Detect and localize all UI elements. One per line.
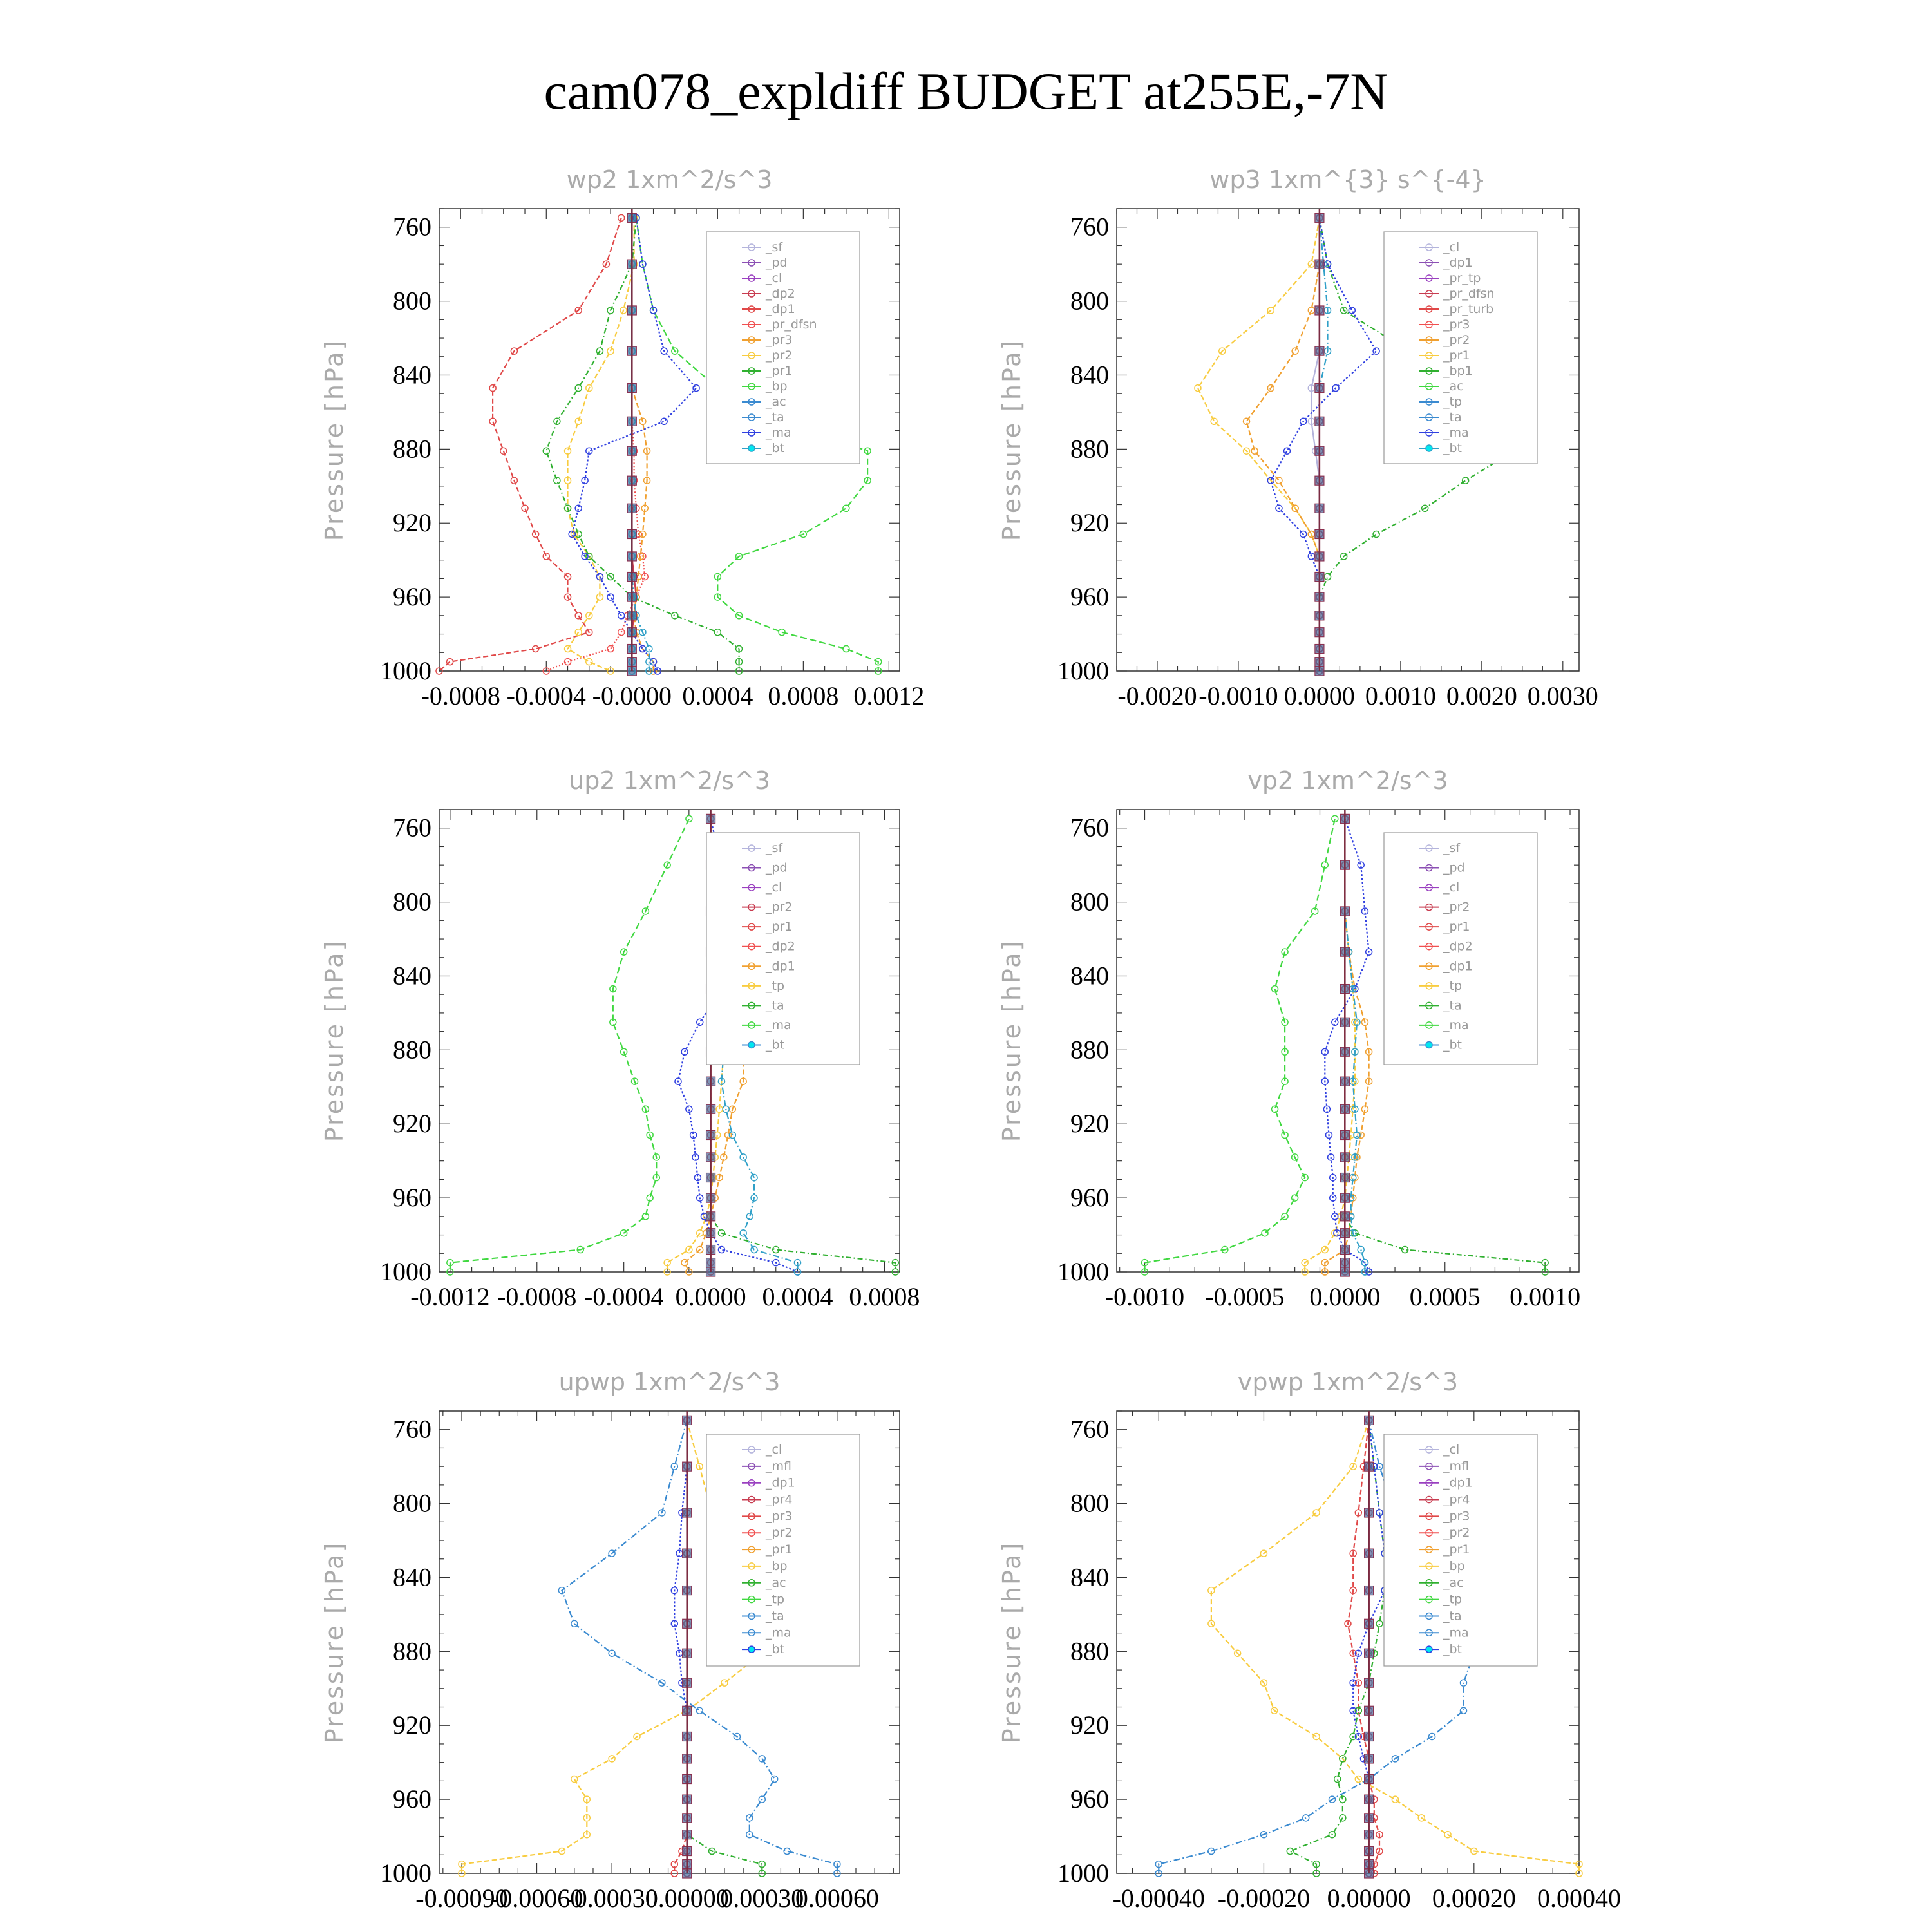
y-tick-label: 920	[1070, 1109, 1109, 1139]
legend-entry: _pr1	[766, 364, 793, 378]
data-point	[522, 505, 528, 511]
legend-entry: _pr2	[766, 1526, 793, 1540]
panel-title: wp2 1xm^2/s^3	[566, 166, 773, 194]
data-point	[696, 1707, 703, 1714]
legend-entry: _ma	[766, 1625, 791, 1640]
legend-entry: _ma	[1443, 1018, 1469, 1032]
legend-marker	[1426, 445, 1432, 451]
legend-entry: _ta	[766, 1609, 784, 1624]
y-tick-label: 840	[393, 360, 431, 390]
panel-title: vpwp 1xm^2/s^3	[1237, 1368, 1459, 1396]
y-tick-label: 920	[393, 1710, 431, 1740]
legend-entry: _mfl	[766, 1459, 791, 1473]
y-axis-label: Pressure [hPa]	[998, 939, 1026, 1142]
x-tick-label: 0.0004	[762, 1282, 833, 1311]
x-tick-label: 0.0030	[1527, 681, 1598, 710]
legend-marker	[748, 1646, 755, 1653]
legend-entry: _bp1	[1443, 364, 1473, 378]
data-point	[1292, 1195, 1298, 1201]
data-point	[1287, 1848, 1293, 1855]
y-tick-label: 960	[393, 1785, 431, 1814]
legend-entry: _tp	[1443, 395, 1463, 409]
legend-entry: _pr3	[766, 1509, 793, 1524]
x-tick-label: -0.00020	[1217, 1884, 1311, 1913]
data-point	[1262, 1230, 1268, 1236]
series-line-pr3	[1247, 218, 1320, 671]
legend-entry: _ta	[1443, 1609, 1462, 1624]
data-point	[1276, 477, 1282, 484]
data-point	[693, 385, 699, 392]
data-point	[697, 1230, 703, 1236]
data-point	[607, 594, 614, 600]
panel-title: wp3 1xm^{3} s^{-4}	[1209, 166, 1486, 194]
data-point	[1325, 574, 1331, 580]
legend-entry: _pr2	[766, 900, 793, 914]
data-point	[721, 1680, 728, 1686]
x-tick-label: -0.0012	[410, 1282, 490, 1311]
y-tick-label: 840	[1070, 1562, 1109, 1592]
y-tick-label: 760	[393, 1414, 431, 1444]
data-point	[1373, 348, 1379, 354]
x-tick-label: 0.0000	[1309, 1282, 1381, 1311]
x-tick-label: -0.00090	[415, 1884, 508, 1913]
y-tick-label: 840	[393, 1562, 431, 1592]
panel-title: upwp 1xm^2/s^3	[558, 1368, 781, 1396]
data-point	[772, 1776, 778, 1783]
x-tick-label: 0.0008	[849, 1282, 920, 1311]
series-line-ta	[1271, 218, 1376, 671]
y-axis-label: Pressure [hPa]	[998, 338, 1026, 542]
legend-entry: _pr3	[766, 333, 793, 347]
x-tick-label: 0.00060	[795, 1884, 879, 1913]
legend-entry: _pr1	[1443, 348, 1470, 363]
legend-entry: _bt	[1443, 441, 1463, 455]
data-point	[740, 1230, 746, 1236]
data-point	[843, 505, 849, 511]
legend-entry: _tp	[1443, 1592, 1463, 1607]
legend	[706, 833, 860, 1065]
data-point	[1461, 1707, 1467, 1714]
x-tick-label: -0.0020	[1117, 681, 1197, 710]
y-axis-label: Pressure [hPa]	[320, 939, 348, 1142]
legend-entry: _dp1	[1443, 256, 1473, 270]
series-line-dp1	[450, 819, 689, 1272]
legend-entry: _tp	[766, 1592, 785, 1607]
legend-marker	[1426, 1646, 1432, 1653]
legend-entry: _ac	[766, 1575, 786, 1590]
legend-entry: _ac	[766, 395, 786, 409]
legend-entry: _bp	[766, 379, 788, 393]
y-tick-label: 1000	[380, 656, 431, 685]
series-line-pr2	[1198, 218, 1320, 671]
legend-entry: _pr4	[766, 1492, 793, 1507]
x-tick-label: -0.0004	[584, 1282, 664, 1311]
legend-entry: _pd	[766, 256, 788, 270]
legend-entry: _ac	[1443, 379, 1464, 393]
legend-entry: _ma	[766, 1018, 791, 1032]
legend-entry: _pr1	[766, 920, 793, 934]
data-point	[681, 1260, 688, 1266]
legend-entry: _pr1	[1443, 920, 1470, 934]
y-tick-label: 960	[1070, 1183, 1109, 1213]
y-tick-label: 880	[1070, 434, 1109, 464]
chart-panel-5	[320, 1368, 900, 1913]
y-tick-label: 960	[393, 1183, 431, 1213]
series-line-ta	[674, 1420, 687, 1873]
data-point	[1211, 418, 1217, 424]
legend-entry: _pr2	[1443, 333, 1470, 347]
x-tick-label: -0.00030	[565, 1884, 658, 1913]
legend-entry: _cl	[766, 1443, 782, 1457]
data-point	[554, 477, 560, 484]
x-tick-label: 0.0020	[1446, 681, 1517, 710]
data-point	[543, 448, 549, 454]
legend	[1384, 232, 1537, 464]
legend-entry: _pd	[766, 860, 788, 875]
legend-entry: _dp1	[766, 1475, 795, 1490]
legend-entry: _sf	[1443, 841, 1461, 855]
legend-entry: _pr3	[1443, 1509, 1470, 1524]
legend-entry: _pr_dfsn	[1443, 287, 1495, 301]
legend-entry: _dp2	[1443, 939, 1473, 954]
legend-marker	[1426, 1041, 1432, 1048]
data-point	[1332, 1019, 1338, 1025]
y-axis-label: Pressure [hPa]	[320, 1540, 348, 1744]
legend-entry: _tp	[766, 978, 785, 993]
legend-entry: _pr_turb	[1443, 302, 1494, 316]
legend-entry: _pr_dfsn	[766, 317, 817, 332]
data-point	[575, 612, 582, 619]
data-point	[1463, 477, 1469, 484]
data-point	[686, 1106, 692, 1112]
legend-entry: _cl	[766, 880, 782, 895]
x-tick-label: 0.00040	[1537, 1884, 1621, 1913]
y-tick-label: 880	[393, 1035, 431, 1065]
y-tick-label: 920	[393, 508, 431, 538]
legend-entry: _ta	[766, 998, 784, 1013]
x-tick-label: 0.00000	[645, 1884, 729, 1913]
series-line-pr-dfsn	[546, 218, 645, 671]
legend-marker	[748, 1041, 755, 1048]
x-tick-label: 0.00020	[1432, 1884, 1516, 1913]
series-line-pr2	[568, 218, 634, 671]
data-point	[686, 815, 692, 822]
data-point	[661, 418, 667, 424]
x-tick-label: -0.0010	[1104, 1282, 1185, 1311]
y-tick-label: 800	[393, 887, 431, 916]
legend-entry: _pr3	[1443, 317, 1470, 332]
data-point	[672, 612, 678, 619]
series-line-pr3	[632, 218, 653, 671]
data-point	[1292, 348, 1298, 354]
y-tick-label: 960	[393, 582, 431, 612]
legend-entry: _bt	[1443, 1037, 1463, 1052]
chart-panel-2	[998, 166, 1598, 710]
y-axis-label: Pressure [hPa]	[320, 338, 348, 542]
panel-title: up2 1xm^2/s^3	[569, 766, 770, 795]
legend	[706, 232, 860, 464]
panel-title: vp2 1xm^2/s^3	[1247, 766, 1448, 795]
legend-entry: _bt	[766, 1037, 785, 1052]
x-tick-label: 0.0005	[1409, 1282, 1481, 1311]
legend-entry: _dp2	[766, 287, 795, 301]
legend-entry: _ma	[1443, 426, 1469, 440]
data-point	[1313, 1510, 1320, 1516]
legend-marker	[748, 445, 755, 451]
legend-entry: _pr2	[1443, 1526, 1470, 1540]
x-tick-label: -0.0000	[592, 681, 672, 710]
legend-entry: _cl	[1443, 880, 1460, 895]
x-tick-label: -0.00040	[1112, 1884, 1205, 1913]
legend-entry: _dp1	[766, 959, 795, 974]
y-tick-label: 880	[1070, 1035, 1109, 1065]
legend-entry: _pr2	[766, 348, 793, 363]
y-tick-label: 960	[1070, 1785, 1109, 1814]
legend-entry: _dp1	[766, 302, 795, 316]
legend-entry: _bp	[766, 1558, 788, 1573]
legend-entry: _pr1	[766, 1542, 793, 1557]
legend-entry: _ta	[1443, 998, 1462, 1013]
x-tick-label: -0.0008	[497, 1282, 577, 1311]
legend-entry: _ac	[1443, 1575, 1464, 1590]
chart-panel-4	[998, 766, 1580, 1311]
legend-entry: _bt	[766, 1642, 785, 1657]
series-line-dp1	[1145, 819, 1335, 1272]
y-tick-label: 800	[393, 286, 431, 316]
data-point	[575, 531, 582, 537]
legend-entry: _pd	[1443, 860, 1465, 875]
y-tick-label: 840	[1070, 360, 1109, 390]
data-point	[1376, 1620, 1383, 1627]
series-line-pr4	[674, 1420, 687, 1873]
legend-entry: _mfl	[1443, 1459, 1469, 1473]
legend-entry: _cl	[1443, 1443, 1460, 1457]
legend-entry: _pr_tp	[1443, 271, 1481, 285]
y-tick-label: 760	[393, 813, 431, 842]
data-point	[1373, 531, 1379, 537]
x-tick-label: -0.0004	[506, 681, 586, 710]
legend-entry: _tp	[1443, 978, 1463, 993]
legend-entry: _bt	[766, 441, 785, 455]
x-tick-label: -0.00060	[490, 1884, 583, 1913]
y-tick-label: 880	[393, 434, 431, 464]
data-point	[1349, 307, 1355, 314]
legend-entry: _bt	[1443, 1642, 1463, 1657]
legend-entry: _dp2	[766, 939, 795, 954]
x-tick-label: 0.0012	[853, 681, 925, 710]
figure-title: cam078_expldiff BUDGET at255E,-7N	[544, 62, 1388, 120]
chart-panel-6	[998, 1368, 1621, 1913]
legend-entry: _ta	[766, 410, 784, 424]
y-tick-label: 760	[1070, 212, 1109, 242]
y-tick-label: 840	[1070, 961, 1109, 990]
y-tick-label: 920	[1070, 1710, 1109, 1740]
data-point	[641, 574, 648, 580]
x-tick-label: 0.0000	[675, 1282, 746, 1311]
legend-entry: _dp1	[1443, 1475, 1473, 1490]
y-tick-label: 760	[393, 212, 431, 242]
y-tick-label: 960	[1070, 582, 1109, 612]
legend-entry: _pr1	[1443, 1542, 1470, 1557]
y-tick-label: 1000	[380, 1257, 431, 1286]
x-tick-label: -0.0010	[1198, 681, 1278, 710]
y-tick-label: 800	[1070, 1488, 1109, 1518]
y-tick-label: 880	[393, 1636, 431, 1666]
legend-entry: _pr4	[1443, 1492, 1470, 1507]
series-line-cl	[1311, 218, 1320, 671]
legend-entry: _bp	[1443, 1558, 1465, 1573]
data-point	[1195, 385, 1201, 392]
legend	[1384, 1434, 1537, 1666]
data-point	[646, 646, 652, 652]
y-tick-label: 800	[1070, 286, 1109, 316]
data-point	[697, 1019, 703, 1025]
data-point	[586, 659, 592, 665]
legend-entry: _ma	[766, 426, 791, 440]
data-point	[543, 553, 549, 560]
legend-entry: _pr2	[1443, 900, 1470, 914]
series-line-bp	[1290, 1420, 1385, 1873]
y-tick-label: 1000	[380, 1859, 431, 1888]
x-tick-label: 0.0004	[682, 681, 753, 710]
legend-entry: _dp1	[1443, 959, 1473, 974]
y-tick-label: 1000	[1057, 656, 1109, 685]
y-tick-label: 1000	[1057, 1257, 1109, 1286]
series-line-ta	[1325, 819, 1368, 1272]
legend-entry: _cl	[766, 271, 782, 285]
y-tick-label: 920	[393, 1109, 431, 1139]
legend-entry: _ma	[1443, 1625, 1469, 1640]
series-line-ma	[1320, 218, 1328, 671]
x-tick-label: 0.0000	[1283, 681, 1355, 710]
series-line-dp1	[439, 218, 621, 671]
legend-entry: _sf	[766, 240, 783, 254]
legend-entry: _cl	[1443, 240, 1460, 254]
data-point	[565, 659, 571, 665]
x-tick-label: 0.0008	[768, 681, 839, 710]
series-line-pr1	[1305, 819, 1355, 1272]
chart-panel-3	[320, 766, 920, 1311]
data-point	[575, 418, 582, 424]
legend	[706, 1434, 860, 1666]
data-point	[1272, 1106, 1278, 1112]
x-tick-label: 0.0010	[1365, 681, 1436, 710]
x-tick-label: 0.0010	[1510, 1282, 1581, 1311]
y-tick-label: 840	[393, 961, 431, 990]
y-tick-label: 920	[1070, 508, 1109, 538]
x-tick-label: -0.0005	[1205, 1282, 1285, 1311]
chart-panel-1	[320, 166, 924, 710]
data-point	[1284, 448, 1291, 454]
legend-entry: _ta	[1443, 410, 1462, 424]
y-tick-label: 1000	[1057, 1859, 1109, 1888]
legend-entry: _sf	[766, 841, 783, 855]
y-tick-label: 760	[1070, 1414, 1109, 1444]
legend	[1384, 833, 1537, 1065]
y-tick-label: 800	[1070, 887, 1109, 916]
x-tick-label: 0.00030	[720, 1884, 804, 1913]
x-tick-label: -0.0008	[421, 681, 500, 710]
y-tick-label: 800	[393, 1488, 431, 1518]
y-tick-label: 880	[1070, 1636, 1109, 1666]
y-tick-label: 760	[1070, 813, 1109, 842]
data-point	[1392, 1796, 1398, 1803]
x-tick-label: 0.00000	[1327, 1884, 1411, 1913]
y-axis-label: Pressure [hPa]	[998, 1540, 1026, 1744]
